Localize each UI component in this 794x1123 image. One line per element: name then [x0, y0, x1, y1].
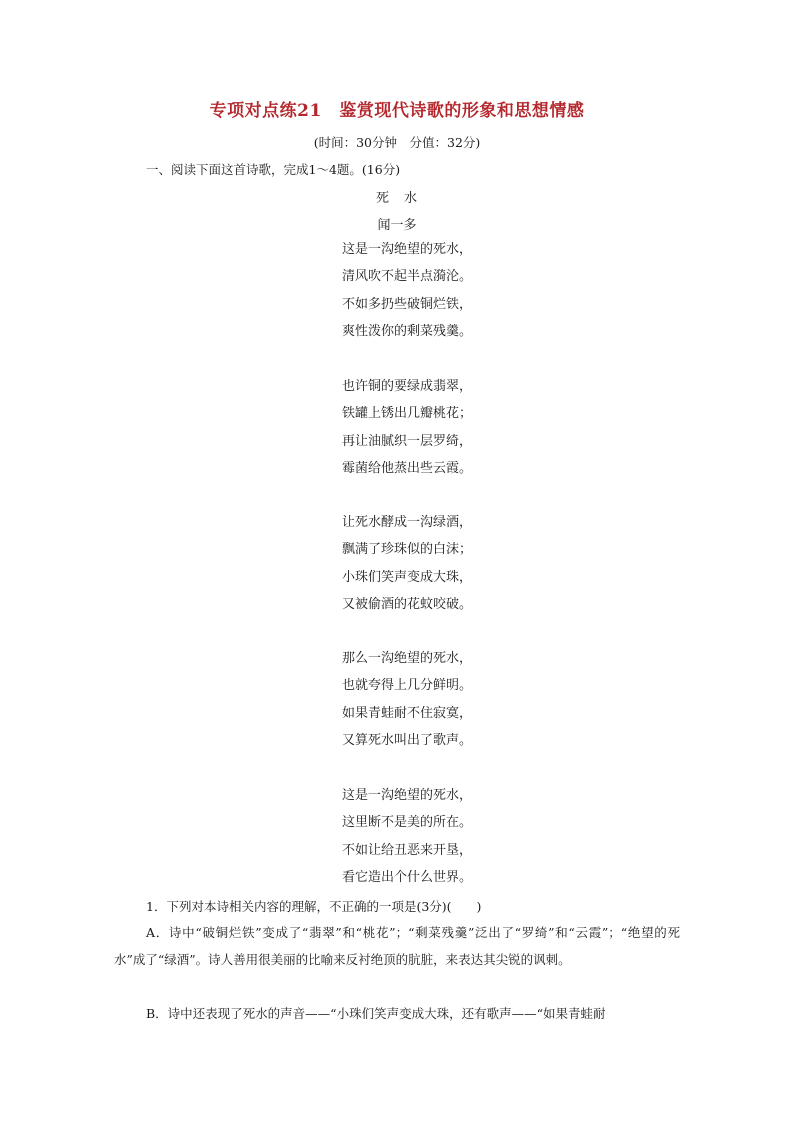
document-title: 专项对点练21 鉴赏现代诗歌的形象和思想情感 [209, 101, 585, 121]
poem-line: 清风吹不起半点漪沦。 [342, 269, 473, 285]
poem-line: 看它造出个什么世界。 [342, 869, 473, 885]
time-and-score: (时间：30分钟 分值：32分) [313, 135, 481, 150]
poem-line: 不如多扔些破铜烂铁， [342, 296, 473, 312]
question-1-option-a: A．诗中“破铜烂铁”变成了“翡翠”和“桃花”；“剩菜残羹”泛出了“罗绮”和“云霞”；“绝望的死水”成了“绿酒”。诗人善用很美丽的比喻来反衬绝顶的肮脏，来表达其尖锐的讽刺。 [114, 925, 680, 967]
poem-line: 也就夸得上几分鲜明。 [342, 678, 473, 694]
poem-author: 闻一多 [377, 218, 417, 233]
poem-line: 这里断不是美的所在。 [342, 815, 473, 831]
poem-stanza [342, 645, 542, 754]
poem-line: 也许铜的要绿成翡翠， [342, 379, 473, 394]
poem-title: 死 水 [375, 191, 418, 206]
poem-line: 这是一沟绝望的死水， [342, 788, 473, 803]
question-1-stem: 1．下列对本诗相关内容的理解，不正确的一项是(3分)( ) [146, 899, 482, 914]
poem-line: 这是一沟绝望的死水， [342, 242, 473, 257]
poem-line: 如果青蛙耐不住寂寞， [342, 705, 473, 721]
poem-line: 铁罐上锈出几瓣桃花； [342, 406, 473, 422]
section-instruction: 一、阅读下面这首诗歌，完成1～4题。(16分) [146, 162, 401, 177]
poem-stanza [342, 782, 542, 891]
poem-line: 小珠们笑声变成大珠， [342, 569, 473, 585]
poem-line: 让死水酵成一沟绿酒， [342, 515, 473, 530]
question-1-option-b: B．诗中还表现了死水的声音——“小珠们笑声变成大珠，还有歌声——“如果青蛙耐 [146, 1006, 606, 1021]
poem-line: 再让油腻织一层罗绮， [342, 433, 473, 449]
poem-line: 又算死水叫出了歌声。 [342, 732, 473, 748]
poem-line: 爽性泼你的剩菜残羹。 [342, 323, 473, 339]
poem-line: 霉菌给他蒸出些云霞。 [342, 460, 473, 476]
poem-stanza [342, 236, 542, 345]
poem-line: 飘满了珍珠似的白沫； [342, 542, 473, 558]
poem-stanza [342, 509, 542, 618]
poem-line: 又被偷酒的花蚊咬破。 [342, 596, 473, 612]
poem-stanza [342, 373, 542, 482]
poem-line: 那么一沟绝望的死水， [342, 651, 473, 666]
poem-line: 不如让给丑恶来开垦， [342, 842, 473, 858]
